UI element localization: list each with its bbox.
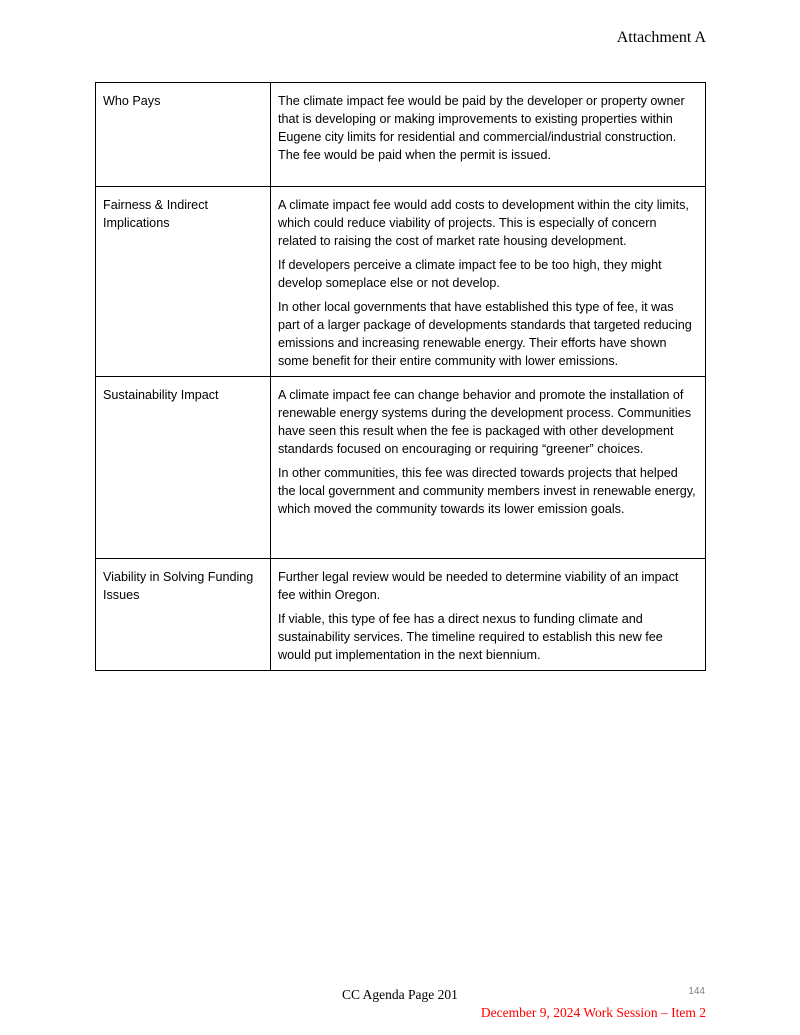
- row-content: [271, 377, 706, 559]
- paragraph: A climate impact fee can change behavior and promote the installation of renewable energy systems during the development process. Communities have seen this result when the fee is packaged with other development standards focused on encouraging or requiring “greener” choices.: [278, 388, 691, 456]
- page-number: 144: [688, 986, 705, 997]
- table-row: [96, 377, 706, 559]
- paragraph: Further legal review would be needed to determine viability of an impact fee within Oregon.: [278, 570, 679, 602]
- paragraph: A climate impact fee would add costs to development within the city limits, which could reduce viability of projects. This is especially of concern related to raising the cost of market rate housing development.: [278, 198, 689, 248]
- row-content: [271, 559, 706, 671]
- attachment-header: Attachment A: [616, 29, 706, 46]
- agenda-page-label: CC Agenda Page 201: [342, 987, 458, 1002]
- row-label: Sustainability Impact: [96, 377, 271, 559]
- row-content: [271, 187, 706, 377]
- table-row: [96, 187, 706, 377]
- table-row: [96, 83, 706, 187]
- row-label: Who Pays: [96, 83, 271, 187]
- paragraph: In other communities, this fee was directed towards projects that helped the local government and community members invest in renewable energy, which moved the community towards its lower emission goals.: [278, 466, 696, 516]
- fee-analysis-table: [95, 82, 706, 671]
- paragraph: In other local governments that have established this type of fee, it was part of a larger package of developments standards that targeted reducing emissions and increasing renewable energy. Their efforts have shown some benefit for their entire community with lower emissions.: [278, 300, 692, 368]
- work-session-label: December 9, 2024 Work Session – Item 2: [480, 1005, 706, 1020]
- table-row: [96, 559, 706, 671]
- paragraph: If developers perceive a climate impact fee to be too high, they might develop someplace else or not develop.: [278, 258, 662, 290]
- paragraph: The climate impact fee would be paid by the developer or property owner that is developing or making improvements to existing properties within Eugene city limits for residential and commercial/industrial construction. The fee would be paid when the permit is issued.: [278, 94, 685, 162]
- row-label: Fairness & Indirect Implications: [96, 187, 271, 377]
- row-label: Viability in Solving Funding Issues: [96, 559, 271, 671]
- paragraph: If viable, this type of fee has a direct nexus to funding climate and sustainability services. The timeline required to establish this new fee would put implementation in the next biennium.: [278, 612, 663, 662]
- row-content: [271, 83, 706, 187]
